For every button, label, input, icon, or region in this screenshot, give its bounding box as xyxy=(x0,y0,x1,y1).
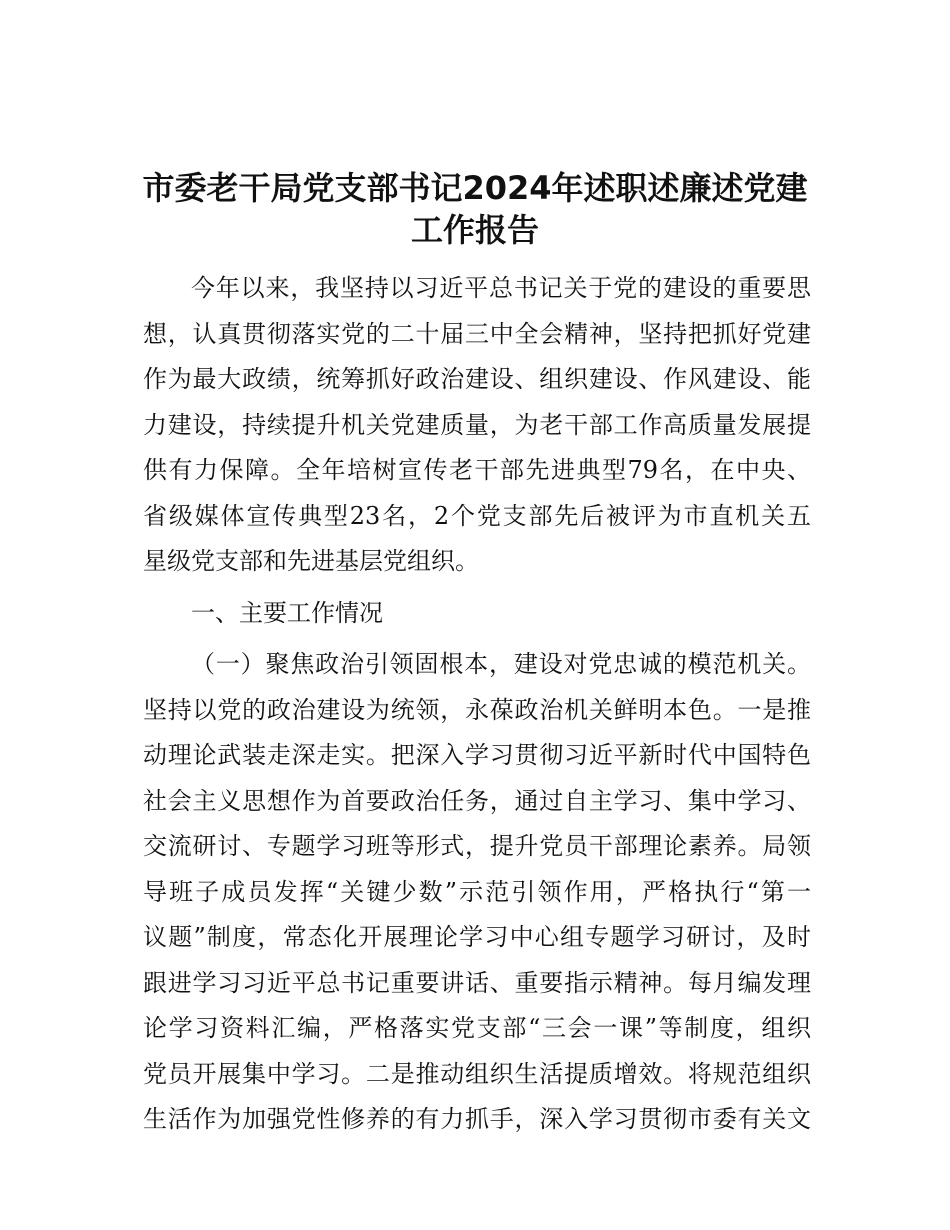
paragraph-political-leadership xyxy=(143,642,811,1143)
paragraph-line: 交流研讨、专题学习班等形式，提升党员干部理论素养。局领 xyxy=(143,832,811,860)
paragraph-line: 动理论武装走深走实。把深入学习贯彻习近平新时代中国特色 xyxy=(143,741,811,769)
paragraph-line: 论学习资料汇编，严格落实党支部“三会一课”等制度，组织 xyxy=(143,1014,811,1042)
paragraph-line: 坚持以党的政治建设为统领，永葆政治机关鲜明本色。一是推 xyxy=(143,695,811,724)
paragraph-line: 社会主义思想作为首要政治任务，通过自主学习、集中学习、 xyxy=(143,786,811,815)
section-heading: 一、主要工作情况 xyxy=(191,598,383,627)
paragraph-intro xyxy=(143,266,811,585)
paragraph-line: 党员开展集中学习。二是推动组织生活提质增效。将规范组织 xyxy=(143,1059,811,1088)
document-title-line-2: 工作报告 xyxy=(410,211,539,249)
paragraph-line: 生活作为加强党性修养的有力抓手，深入学习贯彻市委有关文 xyxy=(143,1105,811,1133)
paragraph-line: 省级媒体宣传典型23名，2个党支部先后被评为市直机关五 xyxy=(143,501,811,530)
paragraph-line: 议题”制度，常态化开展理论学习中心组专题学习研讨，及时 xyxy=(143,923,811,951)
document-body xyxy=(143,266,811,1143)
paragraph-line: 力建设，持续提升机关党建质量，为老干部工作高质量发展提 xyxy=(143,410,811,439)
paragraph-line: 跟进学习习近平总书记重要讲话、重要指示精神。每月编发理 xyxy=(143,968,811,997)
paragraph-line: 供有力保障。全年培树宣传老干部先进典型79名，在中央、 xyxy=(143,456,811,484)
paragraph-line: 星级党支部和先进基层党组织。 xyxy=(143,547,479,575)
paragraph-line: （一）聚焦政治引领固根本，建设对党忠诚的模范机关。 xyxy=(191,650,811,678)
paragraph-line: 想，认真贯彻落实党的二十届三中全会精神，坚持把抓好党建 xyxy=(143,319,811,348)
paragraph-line: 作为最大政绩，统筹抓好政治建设、组织建设、作风建设、能 xyxy=(143,365,811,393)
paragraph-line: 今年以来，我坚持以习近平总书记关于党的建设的重要思 xyxy=(191,274,811,302)
paragraph-line: 导班子成员发挥“关键少数”示范引领作用，严格执行“第一 xyxy=(143,877,811,906)
document-title-line-1: 市委老干局党支部书记2024年述职述廉述党建 xyxy=(142,169,808,207)
